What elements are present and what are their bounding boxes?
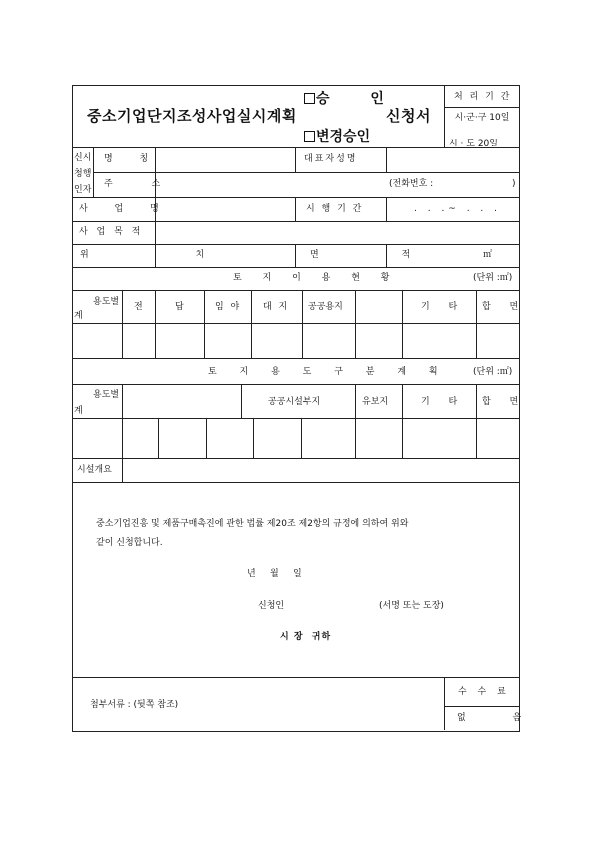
land-use-col-public: 공공용지 (308, 302, 343, 312)
option-approval: 승 인 (304, 91, 402, 107)
land-use-col-field: 전 (134, 302, 143, 312)
checkbox-change-approval[interactable] (304, 131, 315, 142)
processing-period-label: 처 리 기 간 (454, 92, 512, 102)
land-use-col-site: 대 지 (263, 302, 290, 312)
location-label: 위 치 (80, 250, 257, 260)
land-plan-col-public: 공공시설부지 (268, 397, 321, 407)
land-plan-unit: (단위 :㎡) (473, 367, 513, 377)
land-use-col-other: 기 타 (421, 302, 466, 312)
land-plan-title: 토 지 용 도 구 분 계 획 (208, 367, 448, 377)
attachments-note: 첨부서류 : (뒷쪽 참조) (90, 700, 179, 710)
checkbox-approval[interactable] (304, 93, 315, 104)
purpose-label: 사 업 목 적 (79, 227, 144, 237)
fee-value: 없 음 (457, 713, 544, 723)
applicant-section-label-3: 인자 (74, 185, 92, 195)
purpose-field[interactable] (156, 222, 518, 243)
business-name-field[interactable] (156, 198, 294, 220)
processing-period-value-2: 시 · 도 20일 (449, 139, 498, 146)
business-name-label: 사 업 명 (79, 204, 171, 214)
phone-label: (전화번호 : (389, 179, 434, 189)
representative-label: 대표자성명 (304, 154, 358, 164)
facility-field[interactable] (123, 459, 518, 481)
fee-label: 수 수 료 (458, 687, 510, 697)
phone-close: ) (512, 179, 516, 189)
option-change-approval: 변경승인 (304, 129, 370, 145)
declaration-date: 년 월 일 (247, 569, 302, 579)
land-plan-col-purpose-1: 용도별 (93, 390, 120, 400)
recipient: 시 장 귀하 (280, 632, 332, 642)
area-unit: ㎡ (483, 250, 493, 260)
period-value[interactable]: . . .~ . . . (414, 204, 502, 214)
land-plan-col-other: 기 타 (421, 397, 466, 407)
form-title: 중소기업단지조성사업실시계획 (87, 107, 297, 125)
period-label: 시 행 기 간 (306, 204, 364, 214)
applicant-sign-label: 신청인 (258, 601, 285, 611)
address-label: 주 소 (104, 179, 179, 189)
representative-field[interactable] (387, 148, 518, 171)
land-use-unit: (단위 :㎡) (473, 273, 513, 283)
facility-label: 시설개요 (77, 465, 112, 475)
land-use-col-forest: 임 야 (215, 302, 242, 312)
land-plan-col-purpose-2: 계 (74, 406, 83, 416)
area-label: 면 적 (310, 250, 451, 260)
land-use-title: 토 지 이 용 현 황 (233, 273, 399, 283)
signature-note: (서명 또는 도장) (379, 601, 444, 611)
land-plan-col-reserve: 유보지 (362, 397, 389, 407)
form-suffix: 신청서 (386, 107, 431, 125)
name-label: 명 칭 (104, 154, 161, 164)
name-field[interactable] (156, 148, 294, 171)
declaration-line-1: 중소기업진흥 및 제품구매촉진에 관한 법률 제20조 제2항의 규정에 의하여 위와 (96, 519, 409, 529)
land-plan-col-total: 합 면 (482, 397, 527, 407)
land-use-col-paddy: 답 (175, 302, 184, 312)
land-use-col-total: 합 면 (482, 302, 527, 312)
land-use-col-purpose-1: 용도별 (93, 297, 120, 307)
processing-period-value: 시·군·구 10일 (454, 113, 510, 123)
address-field[interactable] (156, 173, 386, 196)
location-field[interactable] (156, 245, 294, 266)
declaration-line-2: 같이 신청합니다. (96, 538, 163, 548)
land-use-col-purpose-2: 계 (74, 311, 83, 321)
applicant-section-label-2: 청행 (74, 169, 92, 179)
applicant-section-label-1: 신시 (74, 153, 92, 163)
